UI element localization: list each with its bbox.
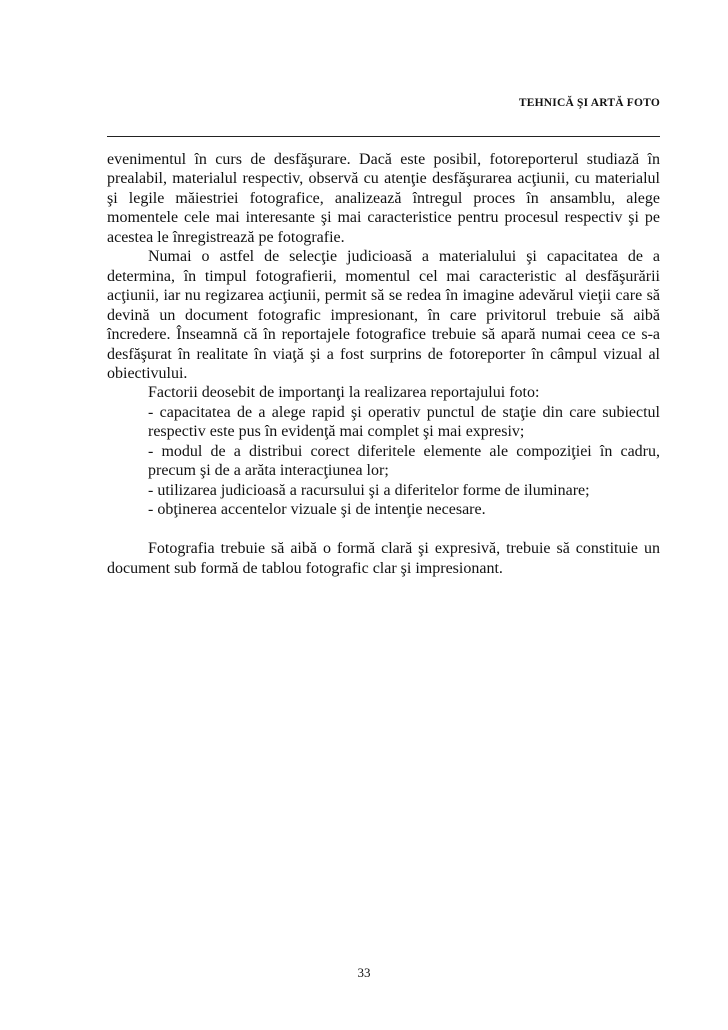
list-item: - utilizarea judicioasă a racursului şi a diferitelor forme de iluminare; — [148, 481, 590, 499]
list-item: - modul de a distribui corect diferitele elemente ale compoziţiei în cadru, precum şi de a arăta interacţiunea lor; — [148, 442, 660, 480]
list-item: - obţinerea accentelor vizuale şi de intenţie necesare. — [148, 501, 486, 519]
body-text — [107, 150, 660, 578]
paragraph-continuation: evenimentul în curs de desfăşurare. Dacă este posibil, fotoreporterul studiază în prealabil, materialul respectiv, observă cu atenţie desfăşurarea acţiunii, cu materialul şi legile măiestriei fotografice, analizează întregul proces în ansamblu, alege momentele cele mai interesante şi mai caracteristice pentru procesul respectiv şi pe acestea le înregistrează pe fotografie. — [107, 151, 660, 246]
list-item: - capacitatea de a alege rapid şi operativ punctul de staţie din care subiectul respectiv este pus în evidenţă mai complet şi mai expresiv; — [148, 403, 660, 441]
paragraph-spacer — [107, 520, 660, 539]
header-rule — [107, 136, 660, 137]
paragraph-conclusion: Fotografia trebuie să aibă o formă clară şi expresivă, trebuie să constituie un document sub formă de tablou fotografic clar şi impresionant. — [107, 540, 660, 577]
paragraph-selection: Numai o astfel de selecţie judicioasă a materialului şi capacitatea de a determina, în timpul fotografierii, momentul cel mai caracteristic al desfăşurării acţiunii, iar nu regizarea acţiunii, permit să se redea în imagine adevărul vieţii care să devină un document fotografic impresionant, în care privitorul trebuie să aibă încredere. Înseamnă că în reportajele fotografice trebuie să apară numai ceea ce s-a desfăşurat în realitate în viaţă şi a fost surprins de fotoreporter în câmpul vizual al obiectivului. — [107, 248, 660, 382]
factors-intro: Factorii deosebit de importanţi la realizarea reportajului foto: — [148, 384, 540, 402]
page-number: 33 — [357, 965, 371, 980]
running-header: TEHNICĂ ŞI ARTĂ FOTO — [518, 97, 660, 109]
